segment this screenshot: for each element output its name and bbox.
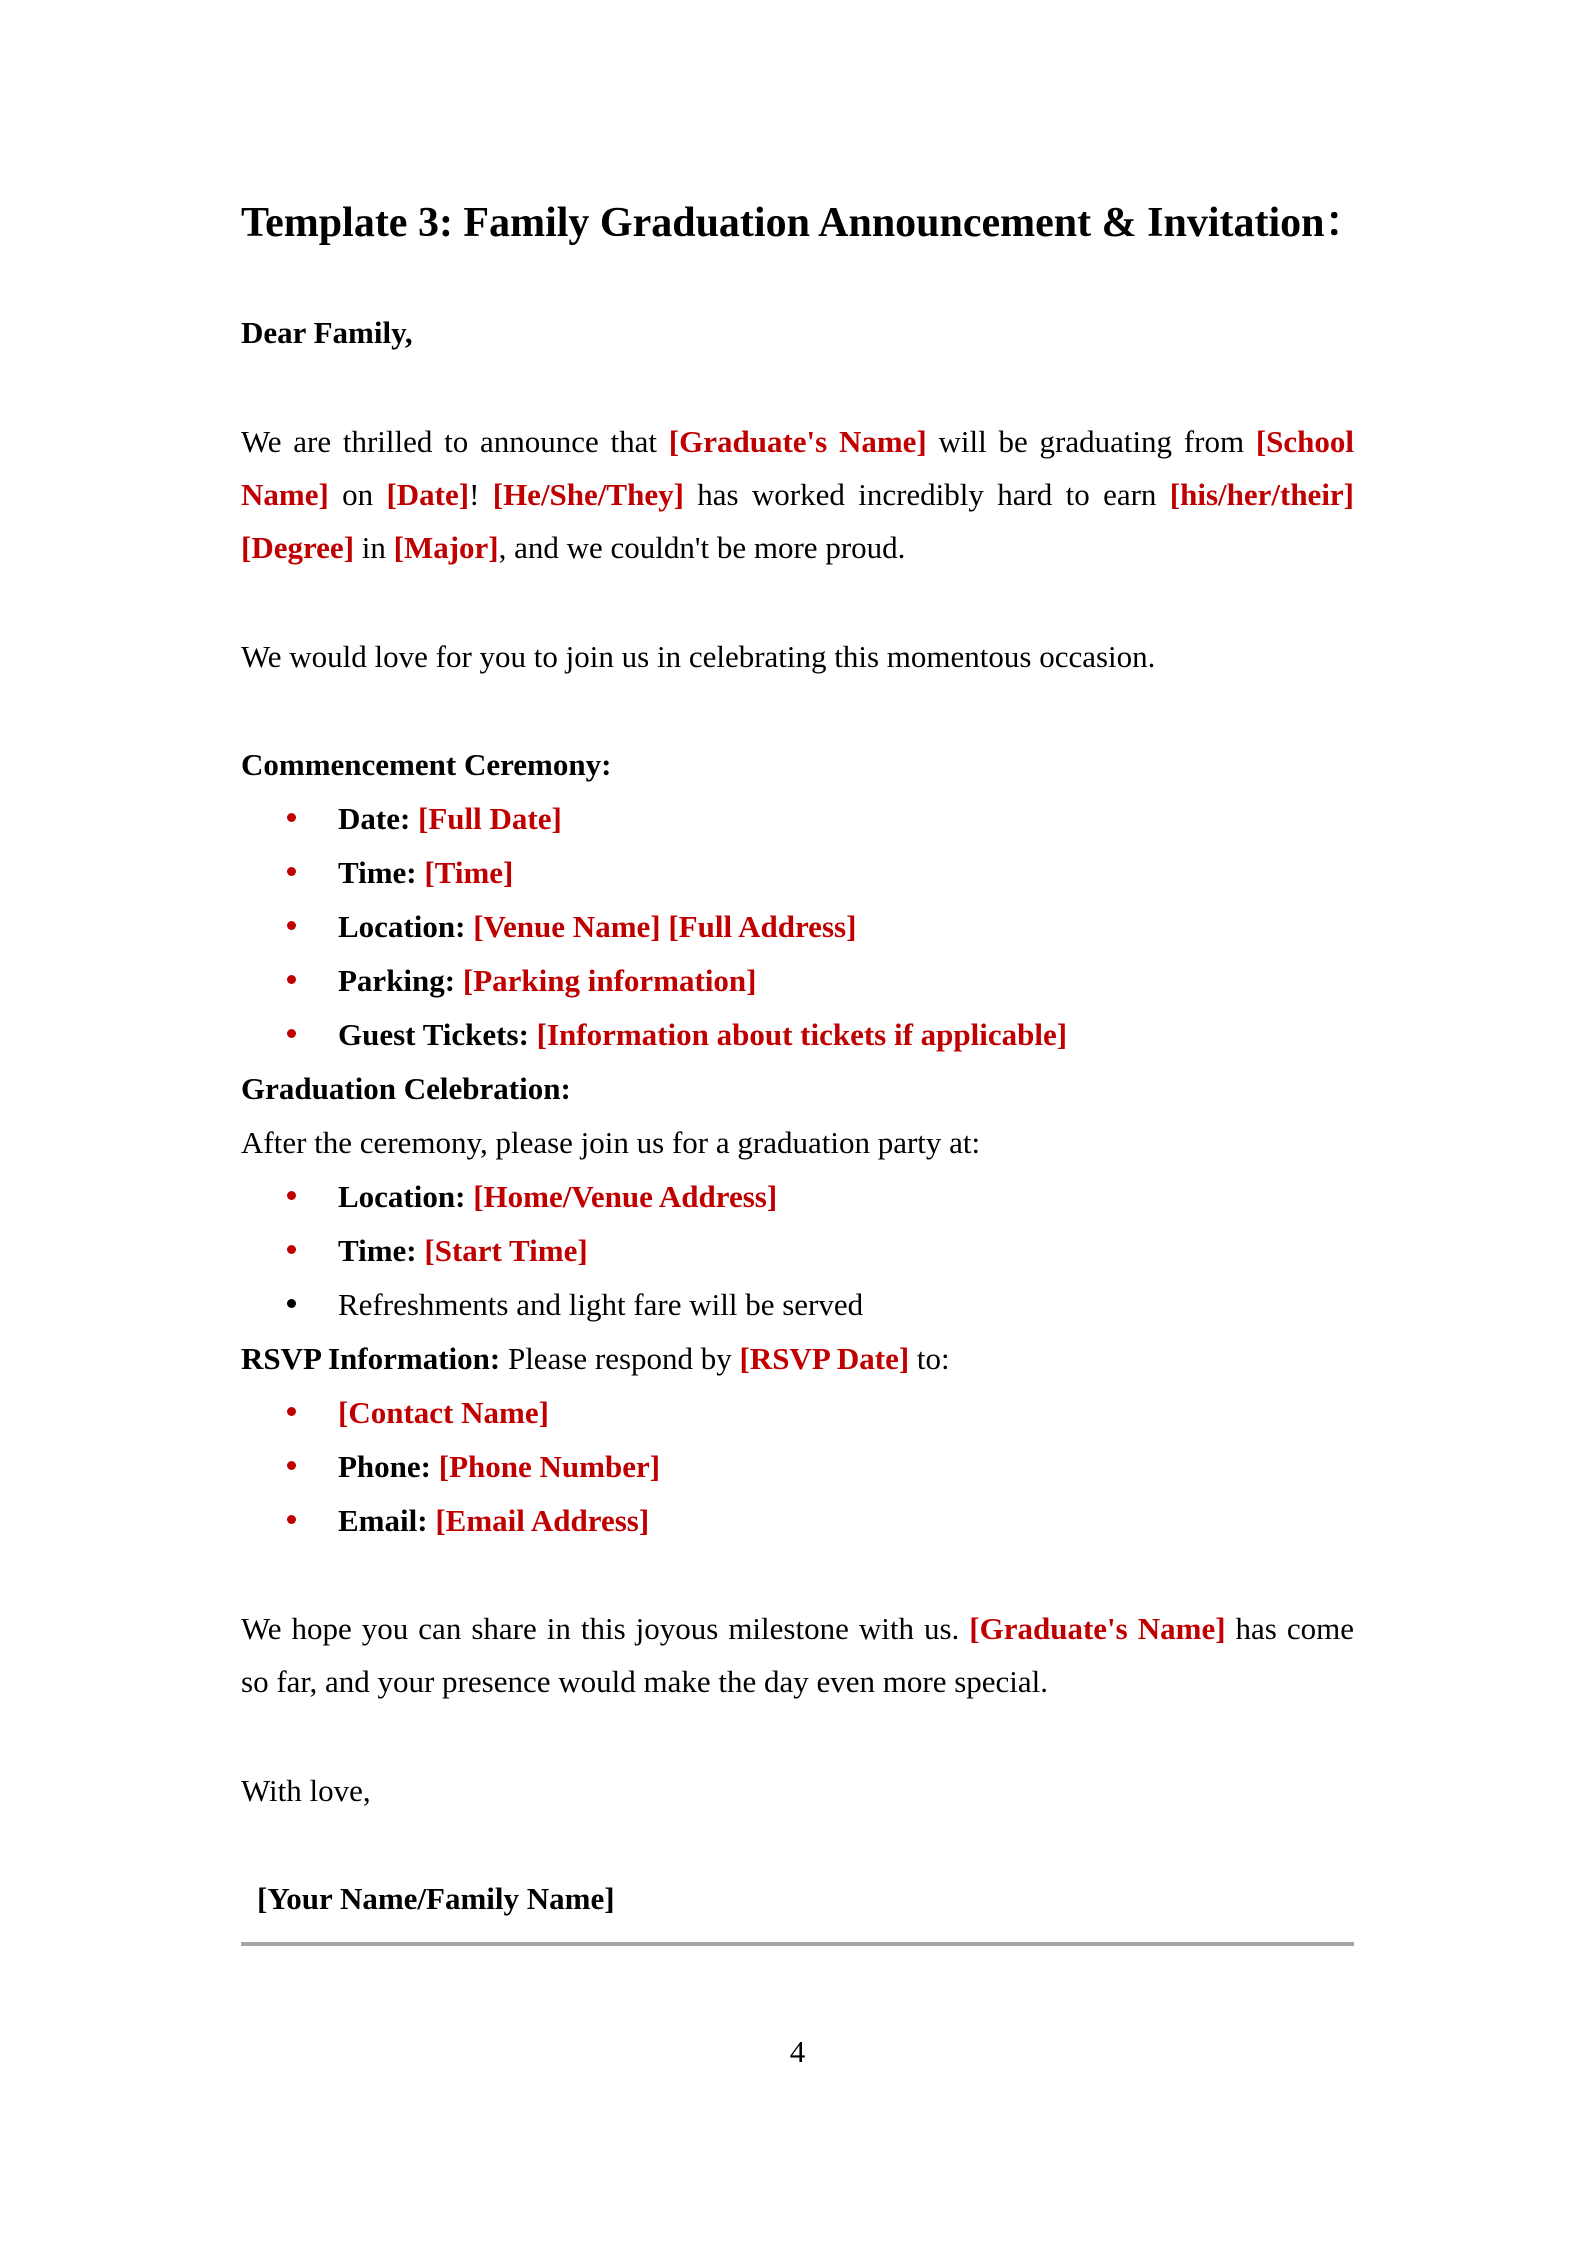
- item-label: Email:: [338, 1503, 436, 1538]
- bullet-icon: [287, 1191, 296, 1200]
- placeholder-pronoun: [He/She/They]: [492, 477, 684, 512]
- intro-text: !: [469, 477, 493, 512]
- item-label: Phone:: [338, 1449, 439, 1484]
- bullet-icon: [287, 867, 296, 876]
- rsvp-text: to:: [909, 1341, 950, 1376]
- placeholder-school-name: [School Name]: [241, 424, 1355, 512]
- placeholder-date: [Date]: [386, 477, 470, 512]
- bullet-icon: [287, 1461, 296, 1470]
- closing-paragraph: [241, 1602, 1354, 1708]
- item-value: [Phone Number]: [438, 1449, 661, 1484]
- item-label: Time:: [338, 1233, 425, 1268]
- signoff: With love,: [241, 1773, 371, 1808]
- bullet-icon: [287, 1407, 296, 1416]
- intro-text: , and we couldn't be more proud.: [498, 530, 906, 565]
- page-number: 4: [789, 2034, 806, 2069]
- rsvp-label: RSVP Information:: [241, 1341, 501, 1376]
- closing-text: has come so far, and your presence would make the day even more special.: [241, 1611, 1354, 1699]
- item-value: [Information about tickets if applicable]: [536, 1017, 1068, 1052]
- intro-paragraph: [241, 415, 1354, 574]
- bullet-icon: [287, 1245, 296, 1254]
- placeholder-graduate-name: [Graduate's Name]: [668, 424, 927, 459]
- bullet-icon: [287, 1029, 296, 1038]
- celebration-intro: After the ceremony, please join us for a graduation party at:: [241, 1125, 981, 1160]
- item-label: Date:: [338, 801, 419, 836]
- item-note: Refreshments and light fare will be served: [338, 1287, 864, 1322]
- placeholder-major: [Major]: [393, 530, 499, 565]
- item-value: [Full Date]: [418, 801, 562, 836]
- intro-text: We are thrilled to announce that: [241, 424, 669, 459]
- item-value: [Start Time]: [424, 1233, 588, 1268]
- rsvp-line: [241, 1332, 950, 1385]
- placeholder-contact-name: [Contact Name]: [338, 1395, 549, 1430]
- item-value: [Venue Name] [Full Address]: [473, 909, 857, 944]
- item-value: [Time]: [424, 855, 514, 890]
- join-line: We would love for you to join us in celebrating this momentous occasion.: [241, 639, 1156, 674]
- bullet-icon: [287, 1299, 296, 1308]
- item-value: [Home/Venue Address]: [473, 1179, 778, 1214]
- horizontal-rule: [241, 1942, 1354, 1946]
- bullet-icon: [287, 921, 296, 930]
- intro-text: on: [328, 477, 387, 512]
- bullet-icon: [287, 1515, 296, 1524]
- intro-text: will be graduating from: [926, 424, 1256, 459]
- intro-text: has worked incredibly hard to earn: [683, 477, 1170, 512]
- bullet-icon: [287, 975, 296, 984]
- item-label: Parking:: [338, 963, 463, 998]
- item-label: Guest Tickets:: [338, 1017, 537, 1052]
- bullet-icon: [287, 813, 296, 822]
- item-value: [Parking information]: [462, 963, 757, 998]
- rsvp-text: Please respond by: [500, 1341, 740, 1376]
- document-page: [241, 0, 1367, 2245]
- page-title: Template 3: Family Graduation Announcement & Invitation：: [241, 200, 1367, 246]
- placeholder-graduate-name: [Graduate's Name]: [969, 1611, 1226, 1646]
- item-label: Location:: [338, 909, 474, 944]
- placeholder-rsvp-date: [RSVP Date]: [739, 1341, 910, 1376]
- item-value: [Email Address]: [435, 1503, 650, 1538]
- item-label: Location:: [338, 1179, 474, 1214]
- greeting: Dear Family,: [241, 315, 413, 350]
- intro-text: in: [354, 530, 394, 565]
- ceremony-heading: Commencement Ceremony:: [241, 747, 612, 782]
- closing-text: We hope you can share in this joyous milestone with us.: [241, 1611, 970, 1646]
- item-label: Time:: [338, 855, 425, 890]
- placeholder-degree: [his/her/their] [Degree]: [241, 477, 1355, 565]
- signature: [Your Name/Family Name]: [257, 1881, 615, 1916]
- celebration-heading: Graduation Celebration:: [241, 1071, 571, 1106]
